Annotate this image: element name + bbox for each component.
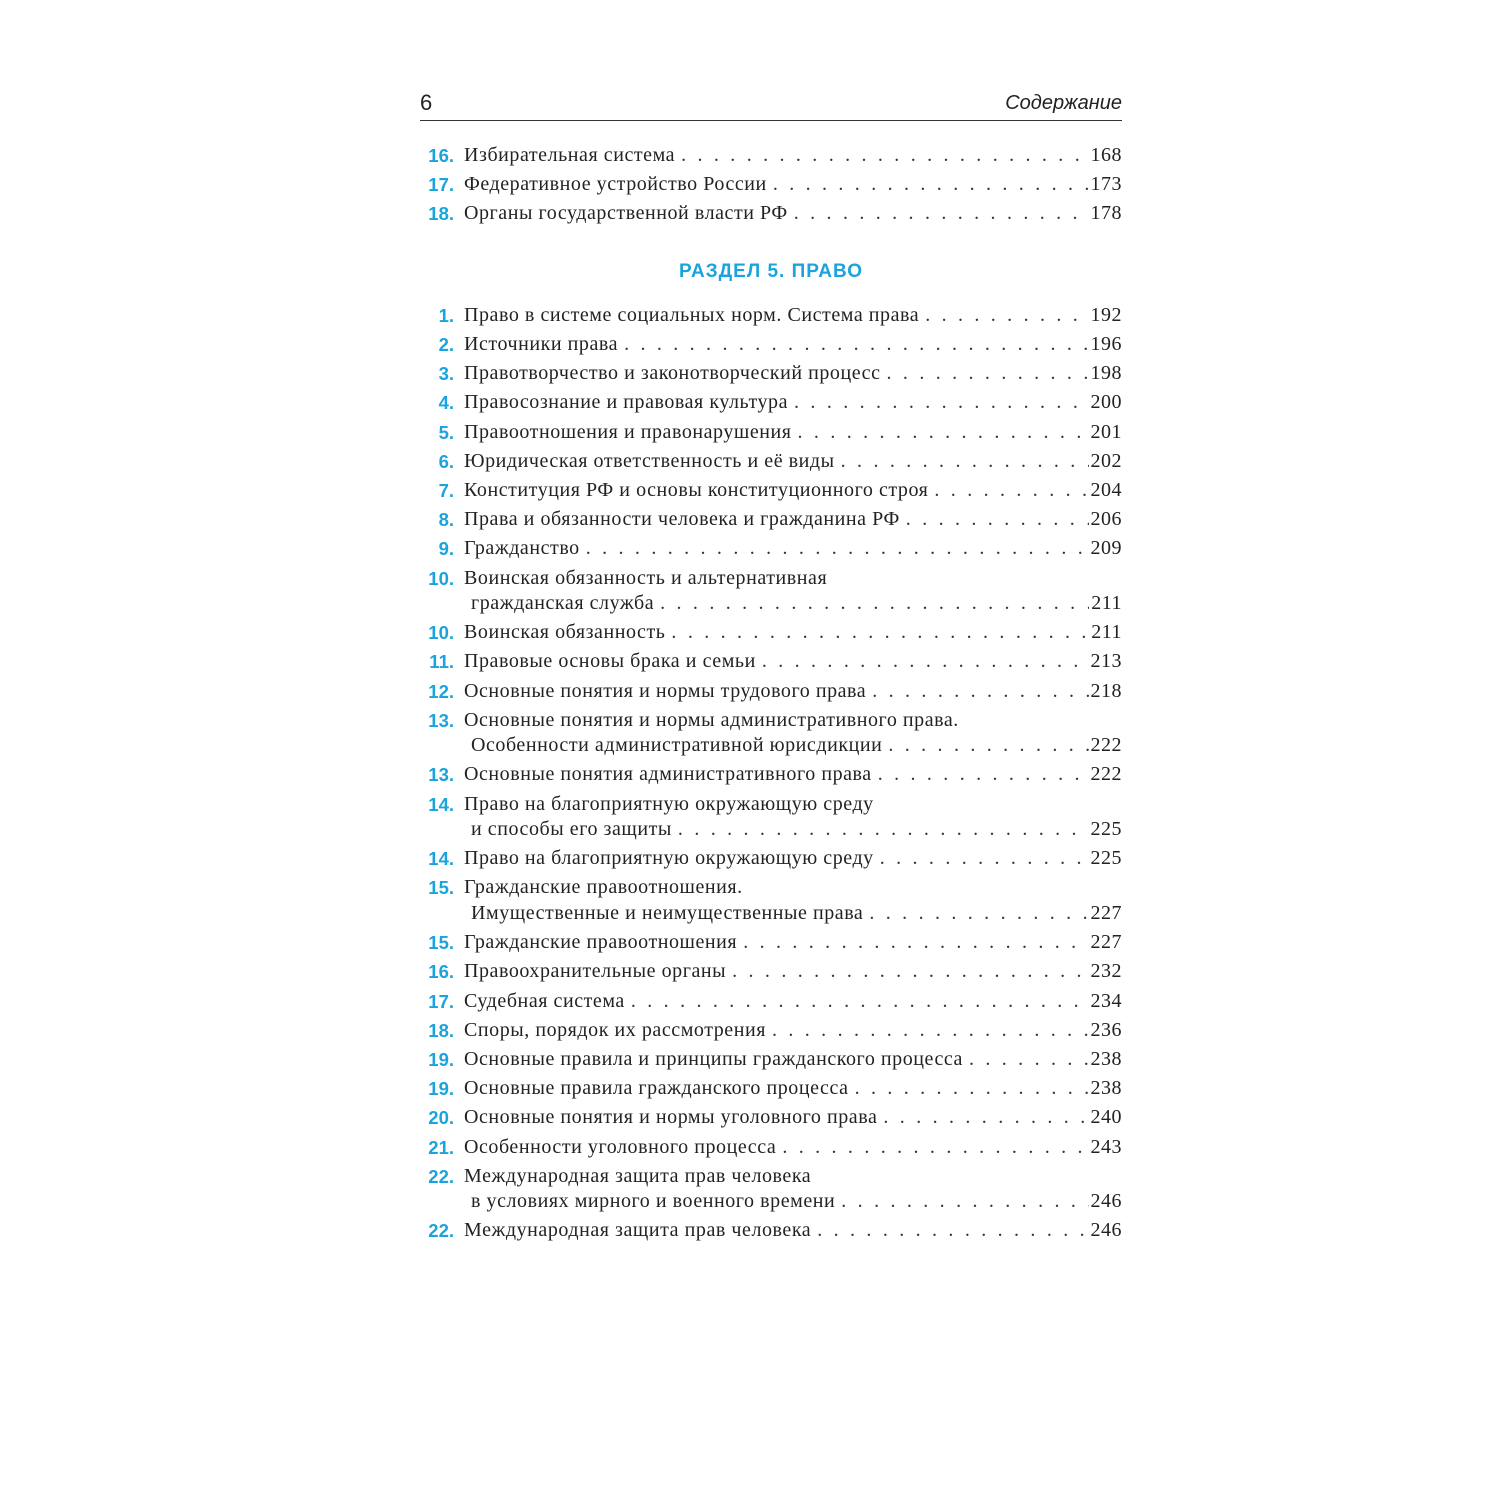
entry-title-line: Воинская обязанность и альтернативная xyxy=(464,566,828,589)
dot-leader xyxy=(817,1218,1088,1243)
toc-entry[interactable] xyxy=(420,1076,1122,1101)
entry-number: 12. xyxy=(428,680,454,702)
entry-leader-row xyxy=(464,1047,1122,1072)
entry-title: Основные понятия и нормы трудового права xyxy=(464,679,867,702)
toc-entry[interactable] xyxy=(420,620,1122,645)
entry-leader-row xyxy=(464,361,1122,386)
dot-leader xyxy=(878,762,1089,787)
entry-number: 10. xyxy=(428,622,454,644)
dot-leader xyxy=(906,507,1089,532)
toc-entry[interactable] xyxy=(420,172,1122,197)
entry-leader-row xyxy=(464,303,1122,328)
entry-number: 4. xyxy=(438,392,454,414)
entry-leader-row xyxy=(464,959,1122,984)
entry-number: 3. xyxy=(438,363,454,385)
toc-list-section5 xyxy=(420,303,1122,1244)
entry-title: Федеративное устройство России xyxy=(464,173,767,196)
entry-page-number: 236 xyxy=(1090,1018,1122,1041)
entry-leader-row xyxy=(464,930,1122,955)
dot-leader xyxy=(798,420,1089,445)
entry-leader-row xyxy=(464,733,1122,758)
toc-entry[interactable] xyxy=(420,762,1122,787)
entry-number: 13. xyxy=(428,764,454,786)
page-number: 6 xyxy=(420,90,433,115)
entry-title: Правотворчество и законотворческий процесс xyxy=(464,362,881,385)
entry-leader-row xyxy=(464,591,1122,616)
entry-leader-row xyxy=(464,649,1122,674)
entry-number: 17. xyxy=(428,990,454,1012)
entry-title: Гражданство xyxy=(464,537,580,560)
dot-leader xyxy=(794,201,1089,226)
entry-title: Правосознание и правовая культура xyxy=(464,391,789,414)
entry-title-line: Международная защита прав человека xyxy=(464,1164,812,1187)
entry-title: Судебная система xyxy=(464,989,625,1012)
entry-leader-row xyxy=(464,1135,1122,1160)
dot-leader xyxy=(732,959,1088,984)
toc-entry[interactable] xyxy=(420,507,1122,532)
entry-page-number: 178 xyxy=(1090,202,1122,225)
entry-page-number: 222 xyxy=(1090,734,1122,757)
entry-title: Особенности уголовного процесса xyxy=(464,1135,777,1158)
dot-leader xyxy=(869,901,1088,926)
toc-list-top xyxy=(420,143,1122,227)
entry-leader-row xyxy=(464,1218,1122,1243)
entry-number: 11. xyxy=(429,651,454,673)
entry-page-number: 227 xyxy=(1090,931,1122,954)
toc-entry[interactable] xyxy=(420,420,1122,445)
entry-number: 1. xyxy=(438,304,454,326)
dot-leader xyxy=(773,172,1089,197)
dot-leader xyxy=(969,1047,1089,1072)
entry-page-number: 209 xyxy=(1090,537,1122,560)
entry-title: Конституция РФ и основы конституционного строя xyxy=(464,479,929,502)
book-page xyxy=(420,88,1122,1248)
toc-entry[interactable] xyxy=(420,846,1122,871)
entry-page-number: 218 xyxy=(1090,679,1122,702)
toc-entry[interactable] xyxy=(420,679,1122,704)
toc-entry[interactable] xyxy=(420,361,1122,386)
entry-title: Воинская обязанность xyxy=(464,621,666,644)
entry-page-number: 246 xyxy=(1090,1190,1122,1213)
entry-page-number: 202 xyxy=(1090,449,1122,472)
entry-number: 2. xyxy=(438,334,454,356)
entry-leader-row xyxy=(464,1189,1122,1214)
entry-page-number: 204 xyxy=(1090,479,1122,502)
entry-leader-row xyxy=(464,449,1122,474)
entry-page-number: 238 xyxy=(1090,1077,1122,1100)
toc-entry[interactable] xyxy=(420,959,1122,984)
toc-entry[interactable] xyxy=(420,303,1122,328)
entry-number: 8. xyxy=(438,509,454,531)
entry-page-number: 238 xyxy=(1090,1047,1122,1070)
entry-title: и способы его защиты xyxy=(471,818,672,841)
dot-leader xyxy=(660,591,1089,616)
entry-number: 15. xyxy=(428,877,454,899)
entry-title: Право в системе социальных норм. Система права xyxy=(464,303,920,326)
entry-title: Гражданские правоотношения xyxy=(464,931,738,954)
dot-leader xyxy=(887,361,1089,386)
dot-leader xyxy=(872,679,1088,704)
dot-leader xyxy=(841,449,1089,474)
entry-number: 6. xyxy=(438,450,454,472)
entry-title: Особенности административной юрисдикции xyxy=(471,734,883,757)
entry-number: 16. xyxy=(428,961,454,983)
dot-leader xyxy=(880,846,1089,871)
dot-leader xyxy=(888,733,1088,758)
entry-page-number: 206 xyxy=(1090,508,1122,531)
entry-title: Основные правила гражданского процесса xyxy=(464,1077,849,1100)
section-heading: РАЗДЕЛ 5. ПРАВО xyxy=(679,260,863,282)
dot-leader xyxy=(631,989,1089,1014)
entry-page-number: 225 xyxy=(1090,847,1122,870)
entry-title: Правоохранительные органы xyxy=(464,960,727,983)
entry-page-number: 213 xyxy=(1090,650,1122,673)
toc-entry[interactable] xyxy=(420,649,1122,674)
entry-page-number: 173 xyxy=(1090,173,1122,196)
entry-leader-row xyxy=(464,679,1122,704)
entry-page-number: 234 xyxy=(1090,989,1122,1012)
entry-number: 20. xyxy=(428,1107,454,1129)
entry-leader-row xyxy=(464,201,1122,226)
entry-number: 15. xyxy=(428,932,454,954)
entry-leader-row xyxy=(464,1018,1122,1043)
entry-number: 14. xyxy=(428,793,454,815)
toc-entry[interactable] xyxy=(420,536,1122,561)
entry-title-line: Гражданские правоотношения. xyxy=(464,876,743,899)
entry-page-number: 240 xyxy=(1090,1106,1122,1129)
entry-page-number: 211 xyxy=(1091,592,1122,615)
entry-page-number: 198 xyxy=(1090,362,1122,385)
entry-title: Право на благоприятную окружающую среду xyxy=(464,847,874,870)
toc-entry[interactable] xyxy=(420,1135,1122,1160)
entry-title: Основные понятия и нормы уголовного права xyxy=(464,1106,878,1129)
entry-number: 18. xyxy=(428,203,454,225)
entry-page-number: 196 xyxy=(1090,333,1122,356)
entry-title: Права и обязанности человека и гражданина РФ xyxy=(464,508,900,531)
entry-number: 22. xyxy=(428,1165,454,1187)
entry-leader-row xyxy=(464,332,1122,357)
entry-title: Правоотношения и правонарушения xyxy=(464,420,792,443)
toc-entry[interactable] xyxy=(420,1018,1122,1043)
dot-leader xyxy=(678,817,1089,842)
entry-page-number: 211 xyxy=(1091,621,1122,644)
entry-number: 17. xyxy=(428,174,454,196)
entry-number: 18. xyxy=(428,1019,454,1041)
toc-entry[interactable] xyxy=(420,201,1122,226)
entry-leader-row xyxy=(464,478,1122,503)
page-header xyxy=(420,88,1122,121)
entry-title: Органы государственной власти РФ xyxy=(464,202,788,225)
entry-leader-row xyxy=(464,1105,1122,1130)
entry-title: гражданская служба xyxy=(471,592,655,615)
toc-entry[interactable] xyxy=(420,792,1122,843)
dot-leader xyxy=(794,390,1088,415)
toc-entry[interactable] xyxy=(420,332,1122,357)
entry-number: 13. xyxy=(428,709,454,731)
entry-leader-row xyxy=(464,420,1122,445)
entry-leader-row xyxy=(464,1076,1122,1101)
dot-leader xyxy=(883,1105,1088,1130)
entry-leader-row xyxy=(464,390,1122,415)
running-title: Содержание xyxy=(1005,92,1122,114)
toc-entry[interactable] xyxy=(420,478,1122,503)
dot-leader xyxy=(772,1018,1089,1043)
entry-title: Имущественные и неимущественные права xyxy=(471,901,864,924)
entry-leader-row xyxy=(464,846,1122,871)
entry-number: 14. xyxy=(428,848,454,870)
toc-entry[interactable] xyxy=(420,930,1122,955)
entry-number: 16. xyxy=(428,145,454,166)
entry-number: 19. xyxy=(428,1078,454,1100)
toc-entry[interactable] xyxy=(420,566,1122,617)
entry-leader-row xyxy=(464,762,1122,787)
toc-entry[interactable] xyxy=(420,1218,1122,1243)
entry-page-number: 201 xyxy=(1090,420,1122,443)
entry-title: Споры, порядок их рассмотрения xyxy=(464,1018,766,1041)
entry-leader-row xyxy=(464,172,1122,197)
entry-number: 19. xyxy=(428,1048,454,1070)
entry-leader-row xyxy=(464,817,1122,842)
entry-page-number: 227 xyxy=(1090,901,1122,924)
toc-entry[interactable] xyxy=(420,708,1122,759)
entry-number: 22. xyxy=(428,1220,454,1242)
entry-leader-row xyxy=(464,507,1122,532)
dot-leader xyxy=(782,1135,1088,1160)
dot-leader xyxy=(925,303,1088,328)
entry-page-number: 243 xyxy=(1090,1135,1122,1158)
toc-entry[interactable] xyxy=(420,1105,1122,1130)
dot-leader xyxy=(671,620,1089,645)
entry-number: 5. xyxy=(438,421,454,443)
dot-leader xyxy=(762,649,1089,674)
entry-title: Международная защита прав человека xyxy=(464,1219,812,1242)
dot-leader xyxy=(934,478,1088,503)
entry-number: 10. xyxy=(428,567,454,589)
entry-title: Основные правила и принципы гражданского процесса xyxy=(464,1047,963,1070)
entry-title: Источники права xyxy=(464,333,619,356)
dot-leader xyxy=(743,930,1088,955)
entry-leader-row xyxy=(464,989,1122,1014)
entry-number: 21. xyxy=(428,1136,454,1158)
toc-entry[interactable] xyxy=(420,875,1122,926)
dot-leader xyxy=(681,143,1088,168)
entry-page-number: 200 xyxy=(1090,391,1122,414)
entry-leader-row xyxy=(464,536,1122,561)
entry-title: Избирательная система xyxy=(464,144,676,166)
dot-leader xyxy=(841,1189,1088,1214)
entry-title: Основные понятия административного права xyxy=(464,763,872,786)
entry-title-line: Право на благоприятную окружающую среду xyxy=(464,792,874,815)
entry-title-line: Основные понятия и нормы административного права. xyxy=(464,708,959,731)
entry-page-number: 225 xyxy=(1090,818,1122,841)
entry-page-number: 246 xyxy=(1090,1219,1122,1242)
toc-entry[interactable] xyxy=(420,390,1122,415)
toc-entry[interactable] xyxy=(420,1047,1122,1072)
entry-title: Правовые основы брака и семьи xyxy=(464,650,756,673)
entry-title: в условиях мирного и военного времени xyxy=(471,1190,836,1213)
entry-page-number: 168 xyxy=(1090,144,1122,166)
entry-leader-row xyxy=(464,620,1122,645)
toc-entry[interactable] xyxy=(420,449,1122,474)
entry-page-number: 192 xyxy=(1090,303,1122,326)
entry-leader-row xyxy=(464,143,1122,168)
entry-page-number: 222 xyxy=(1090,763,1122,786)
dot-leader xyxy=(586,536,1089,561)
toc-entry[interactable] xyxy=(420,989,1122,1014)
toc-entry[interactable] xyxy=(420,1164,1122,1215)
toc-entry[interactable] xyxy=(420,143,1122,168)
dot-leader xyxy=(855,1076,1089,1101)
entry-leader-row xyxy=(464,901,1122,926)
entry-number: 7. xyxy=(438,480,454,502)
entry-page-number: 232 xyxy=(1090,960,1122,983)
dot-leader xyxy=(624,332,1088,357)
entry-number: 9. xyxy=(438,538,454,560)
entry-title: Юридическая ответственность и её виды xyxy=(464,449,835,472)
